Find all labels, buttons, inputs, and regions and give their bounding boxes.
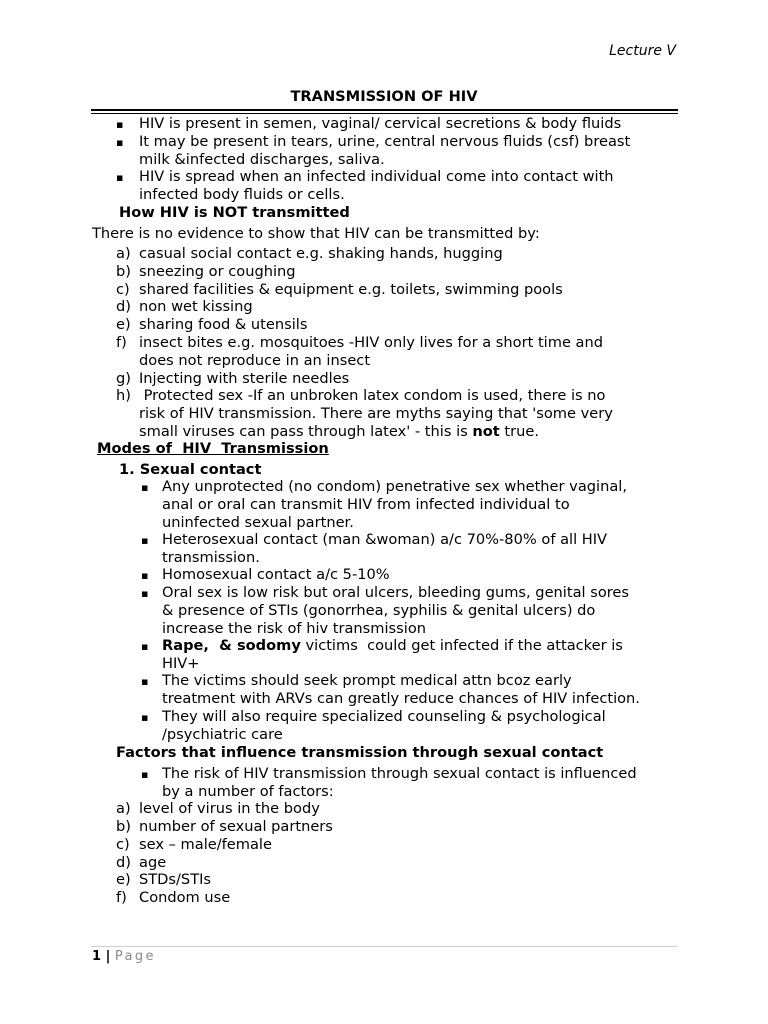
list-marker: g)	[116, 370, 131, 387]
bullet-icon: ▪	[116, 118, 124, 131]
list-item: insect bites e.g. mosquitoes -HIV only lives for a short time and	[139, 334, 604, 351]
list-item-continuation: risk of HIV transmission. There are myths saying that 'some very	[139, 405, 613, 422]
subsection-heading-factors: Factors that influence transmission through sexual contact	[116, 744, 604, 761]
sexual-bullet-7-line-1: They will also require specialized counseling & psychological	[162, 708, 606, 725]
intro-bullet-1: HIV is present in semen, vaginal/ cervical secretions & body fluids	[139, 115, 622, 132]
list-marker: e)	[116, 316, 131, 333]
factor-item: level of virus in the body	[139, 800, 320, 817]
emphasis-rape-sodomy: Rape, & sodomy	[162, 637, 301, 654]
page-label: Page	[114, 949, 156, 964]
bullet-icon: ▪	[141, 675, 149, 688]
list-marker: d)	[116, 298, 131, 315]
section-heading-not-transmitted: How HIV is NOT transmitted	[119, 204, 350, 221]
list-item-continuation: does not reproduce in an insect	[139, 352, 371, 369]
page-footer	[92, 949, 156, 964]
list-marker: d)	[116, 854, 131, 871]
footer-rule	[91, 946, 678, 947]
list-marker: b)	[116, 818, 131, 835]
title-rule-thick	[91, 109, 678, 111]
factors-bullet-line-1: The risk of HIV transmission through sexual contact is influenced	[162, 765, 637, 782]
sexual-bullet-1-line-3: uninfected sexual partner.	[162, 514, 354, 531]
list-marker: e)	[116, 871, 131, 888]
sexual-bullet-5-line-1	[162, 637, 623, 655]
list-marker: f)	[116, 334, 127, 351]
list-item: non wet kissing	[139, 298, 253, 315]
sexual-bullet-6-line-1: The victims should seek prompt medical attn bcoz early	[162, 672, 572, 689]
list-marker: c)	[116, 836, 130, 853]
bullet-icon: ▪	[141, 640, 149, 653]
intro-bullet-3-line-1: HIV is spread when an infected individual come into contact with	[139, 168, 614, 185]
sexual-bullet-7-line-2: /psychiatric care	[162, 726, 283, 743]
section-heading-modes: Modes of HIV Transmission	[97, 440, 329, 457]
intro-bullet-2-line-1: It may be present in tears, urine, central nervous fluids (csf) breast	[139, 133, 631, 150]
list-marker: a)	[116, 800, 131, 817]
factor-item: sex – male/female	[139, 836, 272, 853]
list-item: sharing food & utensils	[139, 316, 308, 333]
list-item: Injecting with sterile needles	[139, 370, 350, 387]
text-run: true.	[499, 423, 540, 440]
page-number: 1	[92, 949, 102, 964]
intro-bullet-3-line-2: infected body fluids or cells.	[139, 186, 345, 203]
list-item: sneezing or coughing	[139, 263, 296, 280]
not-transmitted-lead: There is no evidence to show that HIV can be transmitted by:	[92, 225, 540, 242]
list-marker: f)	[116, 889, 127, 906]
intro-bullet-2-line-2: milk &infected discharges, saliva.	[139, 151, 385, 168]
sexual-bullet-5-line-2: HIV+	[162, 655, 200, 672]
bullet-icon: ▪	[141, 569, 149, 582]
sexual-bullet-2-line-1: Heterosexual contact (man &woman) a/c 70%-80% of all HIV	[162, 531, 608, 548]
list-marker: h)	[116, 387, 131, 404]
list-item-continuation	[139, 423, 539, 441]
factors-bullet-line-2: by a number of factors:	[162, 783, 334, 800]
list-item: Protected sex -If an unbroken latex condom is used, there is no	[139, 387, 606, 404]
subsection-heading-sexual-contact: 1. Sexual contact	[119, 461, 262, 478]
lecture-label: Lecture V	[609, 43, 676, 59]
factor-item: STDs/STIs	[139, 871, 212, 888]
factor-item: number of sexual partners	[139, 818, 333, 835]
sexual-bullet-6-line-2: treatment with ARVs can greatly reduce chances of HIV infection.	[162, 690, 640, 707]
sexual-bullet-1-line-2: anal or oral can transmit HIV from infected individual to	[162, 496, 570, 513]
bullet-icon: ▪	[116, 136, 124, 149]
list-marker: b)	[116, 263, 131, 280]
text-run: small viruses can pass through latex' - this is	[139, 423, 473, 440]
title-rule-thin	[91, 113, 678, 114]
emphasis-not: not	[472, 423, 500, 440]
list-marker: a)	[116, 245, 131, 262]
bullet-icon: ▪	[141, 587, 149, 600]
sexual-bullet-1-line-1: Any unprotected (no condom) penetrative sex whether vaginal,	[162, 478, 627, 495]
text-run: victims could get infected if the attacker is	[300, 637, 623, 654]
factor-item: age	[139, 854, 167, 871]
sexual-bullet-3: Homosexual contact a/c 5-10%	[162, 566, 390, 583]
bullet-icon: ▪	[141, 768, 149, 781]
list-item: casual social contact e.g. shaking hands, hugging	[139, 245, 503, 262]
page-title: TRANSMISSION OF HIV	[290, 88, 478, 105]
sexual-bullet-2-line-2: transmission.	[162, 549, 260, 566]
bullet-icon: ▪	[141, 534, 149, 547]
factor-item: Condom use	[139, 889, 231, 906]
page-separator: |	[105, 949, 111, 964]
bullet-icon: ▪	[116, 171, 124, 184]
sexual-bullet-4-line-1: Oral sex is low risk but oral ulcers, bleeding gums, genital sores	[162, 584, 630, 601]
bullet-icon: ▪	[141, 711, 149, 724]
bullet-icon: ▪	[141, 481, 149, 494]
sexual-bullet-4-line-3: increase the risk of hiv transmission	[162, 620, 426, 637]
list-item: shared facilities & equipment e.g. toilets, swimming pools	[139, 281, 563, 298]
list-marker: c)	[116, 281, 130, 298]
sexual-bullet-4-line-2: & presence of STIs (gonorrhea, syphilis & genital ulcers) do	[162, 602, 596, 619]
